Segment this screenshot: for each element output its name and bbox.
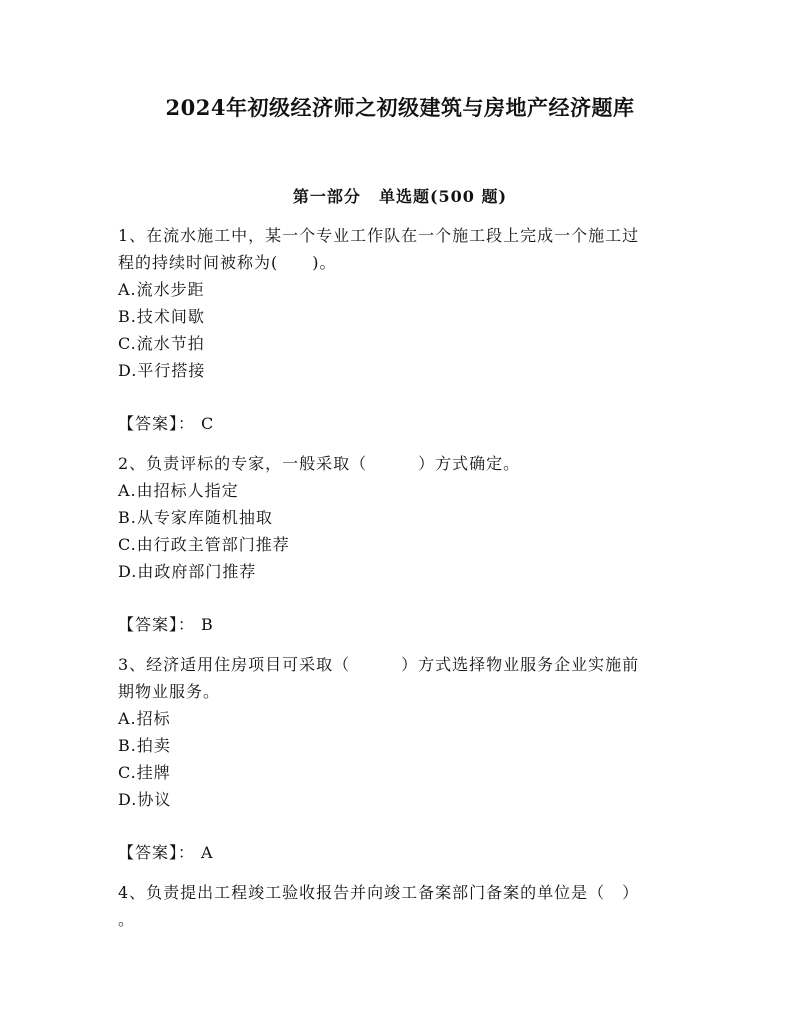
question-text: 1、在流水施工中，某一个专业工作队在一个施工段上完成一个施工过 [118, 226, 640, 245]
option-c: C.挂牌 [118, 763, 171, 782]
question-3 [118, 651, 688, 866]
question-4 [118, 879, 688, 933]
answer-value: A [201, 843, 214, 862]
option-d: D.平行搭接 [118, 361, 206, 380]
question-2 [118, 450, 688, 638]
question-list [118, 222, 688, 933]
option-c: C.流水节拍 [118, 334, 205, 353]
option-b: B.从专家库随机抽取 [118, 508, 273, 527]
option-a: A.流水步距 [118, 280, 205, 299]
question-text: 4、负责提出工程竣工验收报告并向竣工备案部门备案的单位是（ ） [118, 883, 640, 902]
question-text: 期物业服务。 [118, 682, 221, 701]
answer-value: B [201, 615, 214, 634]
option-b: B.拍卖 [118, 736, 171, 755]
answer-line [118, 839, 688, 866]
section-part: 第一部分 [292, 187, 361, 206]
question-text: 2、负责评标的专家，一般采取（ ）方式确定。 [118, 454, 521, 473]
question-1 [118, 222, 688, 437]
option-a: A.由招标人指定 [118, 481, 239, 500]
answer-label: 【答案】： [118, 615, 196, 634]
section-heading [0, 184, 800, 207]
question-text: 。 [118, 910, 136, 929]
option-b: B.技术间歇 [118, 307, 205, 326]
option-d: D.由政府部门推荐 [118, 562, 257, 581]
question-text: 3、经济适用住房项目可采取（ ）方式选择物业服务企业实施前 [118, 655, 640, 674]
answer-value: C [201, 414, 215, 433]
answer-line [118, 410, 688, 437]
option-a: A.招标 [118, 709, 171, 728]
answer-label: 【答案】： [118, 843, 196, 862]
section-name: 单选题(500 题) [378, 187, 508, 206]
answer-label: 【答案】： [118, 414, 196, 433]
option-d: D.协议 [118, 790, 172, 809]
document-title: 2024年初级经济师之初级建筑与房地产经济题库 [165, 95, 635, 120]
answer-line [118, 611, 688, 638]
option-c: C.由行政主管部门推荐 [118, 535, 290, 554]
question-text: 程的持续时间被称为( )。 [118, 253, 337, 272]
